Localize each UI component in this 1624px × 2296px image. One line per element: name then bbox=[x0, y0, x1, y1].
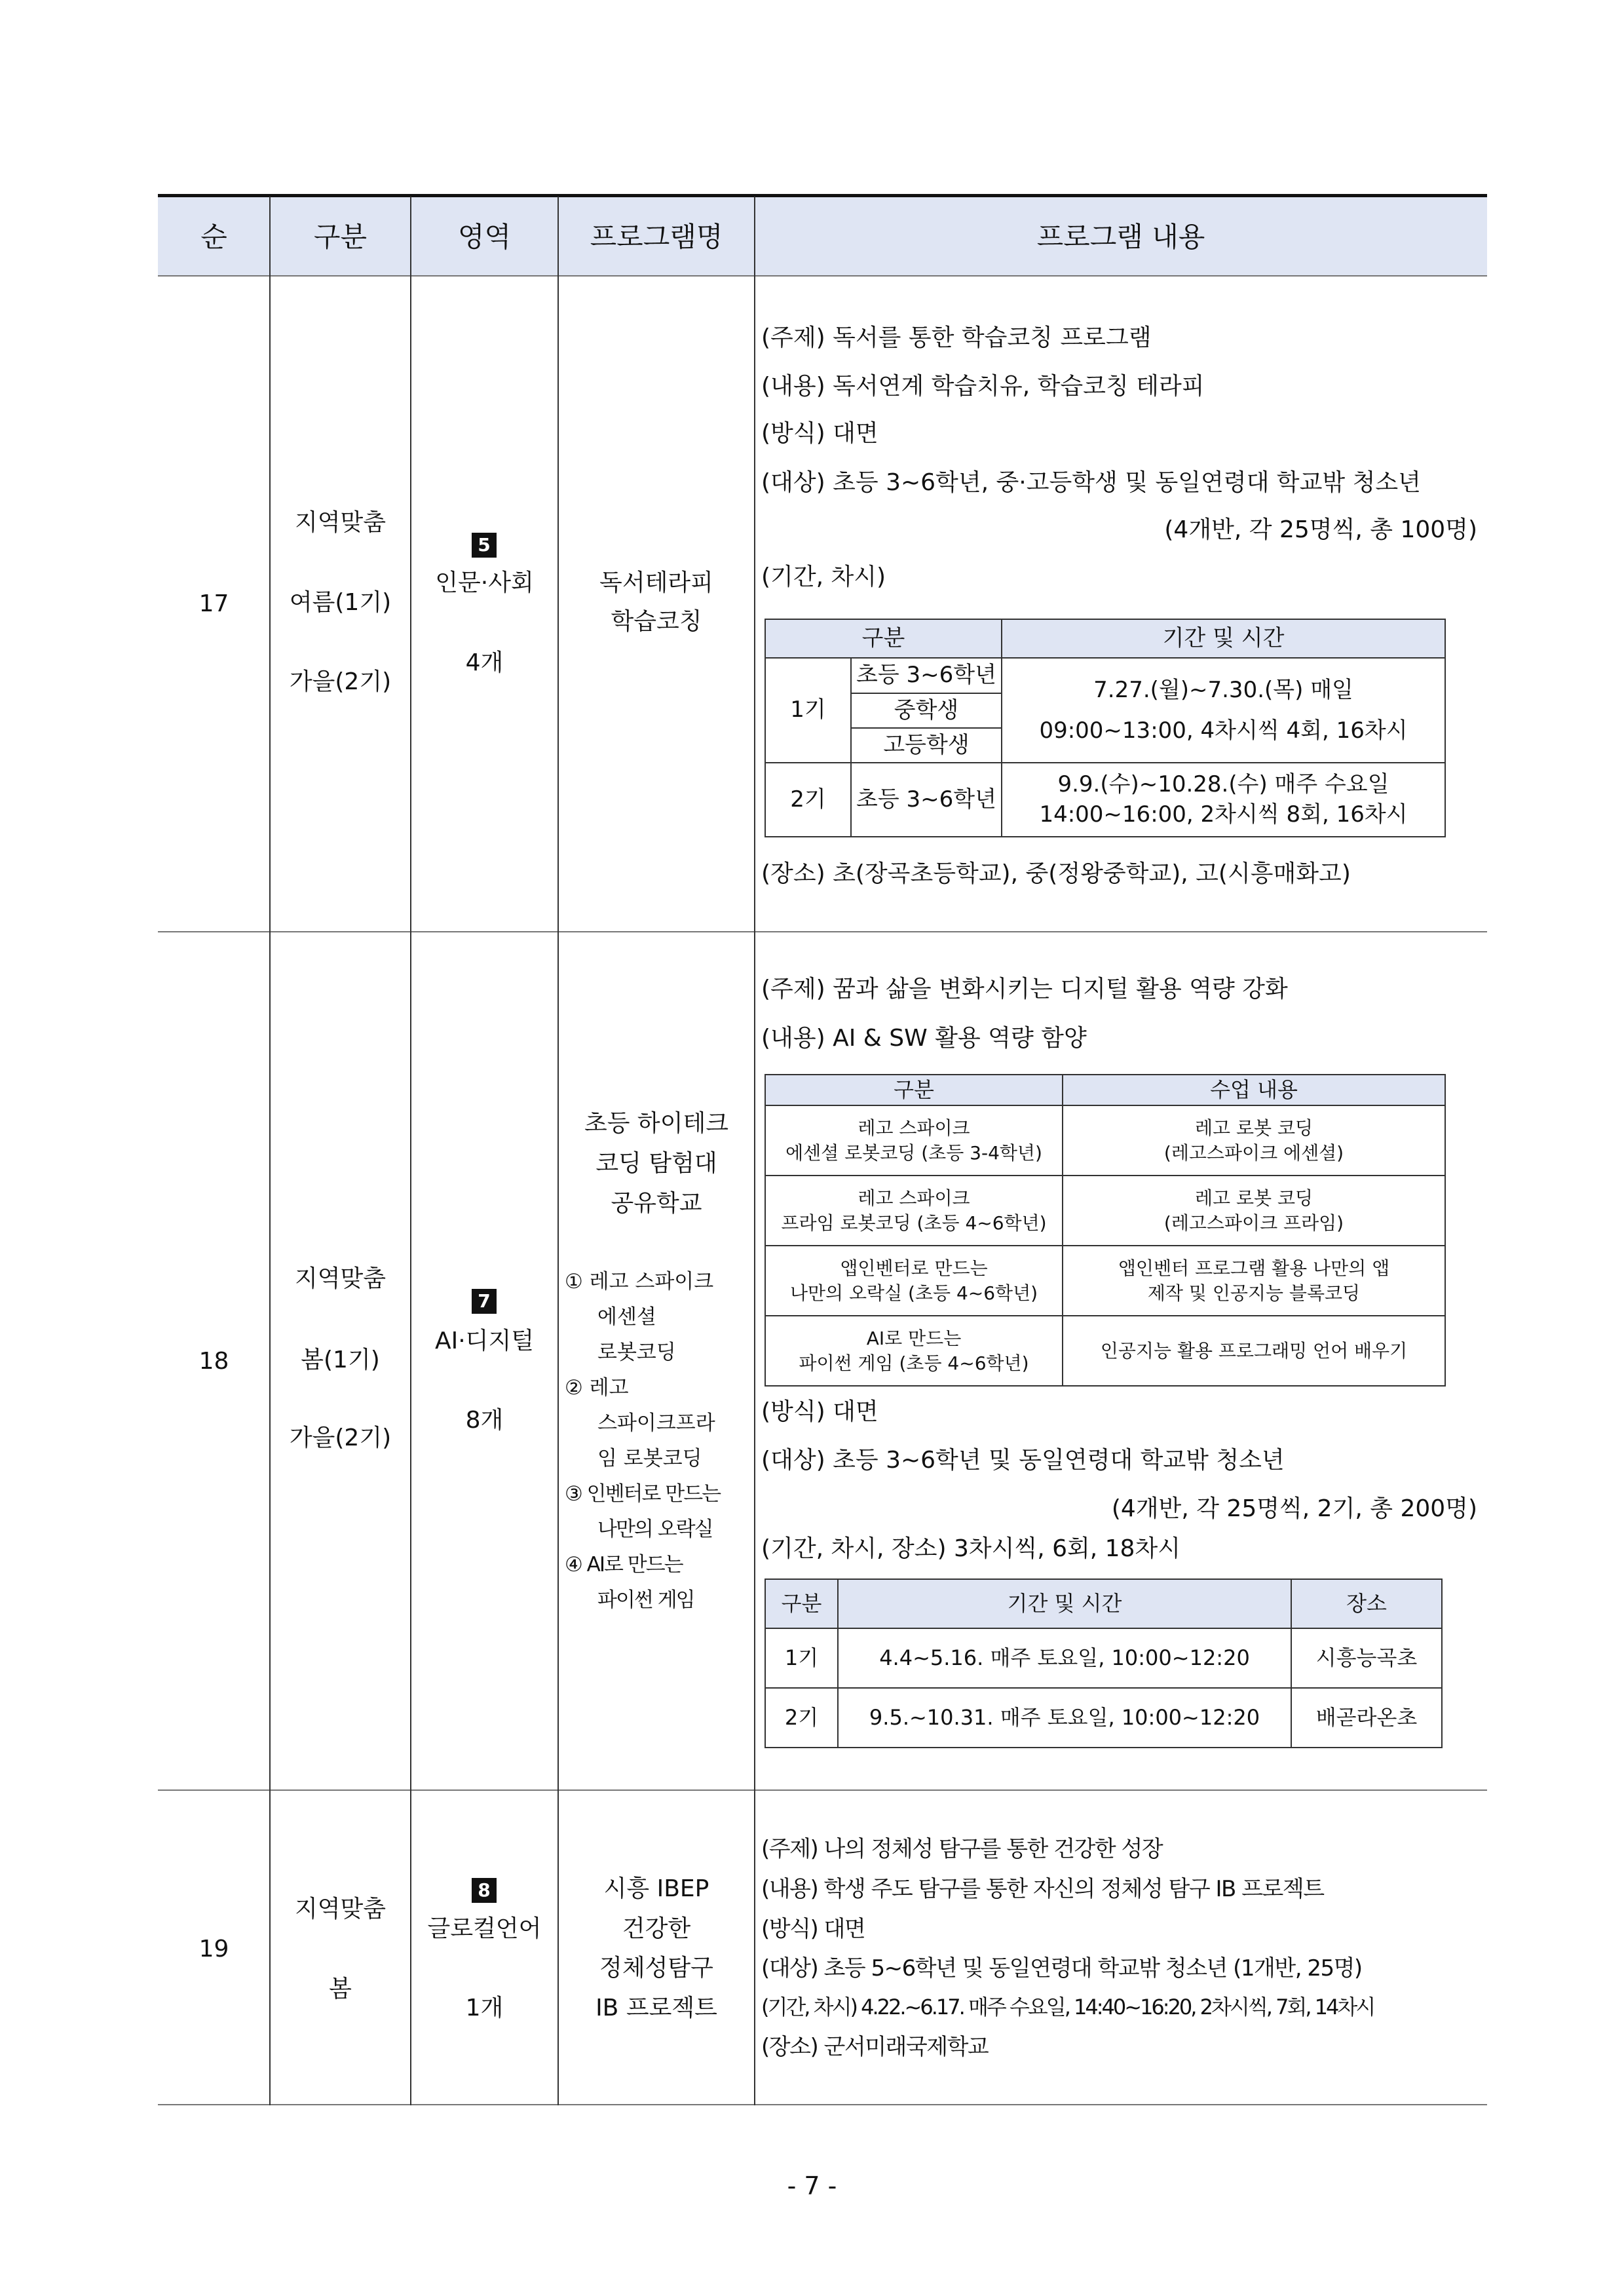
program-name: 초등 하이테크 bbox=[584, 1110, 729, 1137]
row-no: 17 bbox=[198, 590, 229, 617]
schedule-table bbox=[765, 619, 1446, 837]
divider bbox=[158, 1789, 1487, 1791]
area: 글로컬언어 bbox=[427, 1915, 542, 1942]
header-no: 순 bbox=[200, 221, 227, 253]
category: 봄 bbox=[329, 1976, 352, 2002]
program-name: 독서테라피 bbox=[599, 569, 713, 596]
list-item: 나만의 오락실 bbox=[597, 1518, 713, 1541]
cell-line: 제작 및 인공지능 블록코딩 bbox=[1147, 1282, 1361, 1304]
cell-line: 에센셜 로봇코딩 (초등 3-4학년) bbox=[785, 1141, 1042, 1164]
class-content bbox=[1063, 1105, 1445, 1176]
cell-line: (레고스파이크 에센셜) bbox=[1163, 1141, 1344, 1164]
content-topic: (주제) 독서를 통한 학습코칭 프로그램 bbox=[761, 324, 1152, 351]
target-group: 고등학생 bbox=[851, 728, 1002, 763]
cell-line: AI로 만드는 bbox=[866, 1327, 962, 1349]
category: 봄(1기) bbox=[301, 1347, 380, 1373]
th-place: 장소 bbox=[1291, 1579, 1442, 1628]
th-term: 구분 bbox=[765, 1579, 838, 1628]
program-name: 건강한 bbox=[622, 1915, 691, 1942]
th-period: 기간 및 시간 bbox=[1002, 619, 1445, 658]
th-category: 구분 bbox=[765, 1075, 1063, 1105]
program-name: 시흥 IBEP bbox=[603, 1875, 709, 1902]
content-period: (기간, 차시) bbox=[761, 564, 886, 590]
class-content: 인공지능 활용 프로그래밍 언어 배우기 bbox=[1063, 1316, 1445, 1386]
content-method: (방식) 대면 bbox=[761, 420, 878, 447]
time-line: 9.9.(수)~10.28.(수) 매주 수요일 bbox=[1057, 771, 1389, 797]
list-item: ③ 인벤터로 만드는 bbox=[565, 1482, 721, 1506]
program-name: 정체성탐구 bbox=[599, 1955, 713, 1981]
category: 지역맞춤 bbox=[294, 509, 387, 536]
class-name bbox=[765, 1316, 1063, 1386]
time-line: 14:00~16:00, 2차시씩 8회, 16차시 bbox=[1039, 801, 1408, 828]
class-table bbox=[765, 1074, 1446, 1387]
target-group: 초등 3~6학년 bbox=[851, 658, 1002, 693]
list-item: 스파이크프라 bbox=[597, 1411, 715, 1435]
target-group: 중학생 bbox=[851, 693, 1002, 728]
content-detail: (내용) 독서연계 학습치유, 학습코칭 테라피 bbox=[761, 373, 1205, 400]
content-target: (대상) 초등 3~6학년, 중·고등학생 및 동일연령대 학교밖 청소년 bbox=[761, 469, 1421, 496]
period: 9.5.~10.31. 매주 토요일, 10:00~12:20 bbox=[838, 1688, 1291, 1748]
program-name: 공유학교 bbox=[611, 1190, 702, 1217]
term-1: 1기 bbox=[765, 658, 851, 763]
header-program-content: 프로그램 내용 bbox=[1036, 221, 1205, 253]
class-name bbox=[765, 1176, 1063, 1246]
place: 시흥능곡초 bbox=[1291, 1628, 1442, 1688]
list-item: 로봇코딩 bbox=[597, 1341, 676, 1364]
header-area: 영역 bbox=[457, 221, 512, 253]
area-count: 1개 bbox=[465, 1995, 504, 2021]
place: 배곧라온초 bbox=[1291, 1688, 1442, 1748]
area-number-badge: 5 bbox=[472, 533, 497, 558]
category: 여름(1기) bbox=[289, 589, 392, 616]
term-1-time bbox=[1002, 658, 1445, 763]
content-target-count: (4개반, 각 25명씩, 총 100명) bbox=[1164, 516, 1477, 543]
class-content bbox=[1063, 1246, 1445, 1316]
time-line: 09:00~13:00, 4차시씩 4회, 16차시 bbox=[1039, 718, 1408, 744]
th-period: 기간 및 시간 bbox=[838, 1579, 1291, 1628]
cell-line: 앱인벤터로 만드는 bbox=[840, 1257, 988, 1279]
content-detail: (내용) AI & SW 활용 역량 함양 bbox=[761, 1025, 1087, 1052]
schedule-table bbox=[765, 1578, 1443, 1748]
cell-line: 레고 로봇 코딩 bbox=[1194, 1117, 1313, 1139]
area-count: 8개 bbox=[465, 1407, 504, 1434]
class-name bbox=[765, 1246, 1063, 1316]
th-category: 구분 bbox=[765, 619, 1002, 658]
term: 1기 bbox=[765, 1628, 838, 1688]
area-count: 4개 bbox=[465, 649, 504, 676]
category: 가을(2기) bbox=[289, 668, 392, 695]
program-name: 코딩 탐험대 bbox=[595, 1150, 717, 1177]
row-no: 19 bbox=[198, 1936, 229, 1962]
th-class-content: 수업 내용 bbox=[1063, 1075, 1445, 1105]
content-target: (대상) 초등 5~6학년 및 동일연령대 학교밖 청소년 (1개반, 25명) bbox=[761, 1955, 1362, 1981]
list-item: 파이썬 게임 bbox=[597, 1588, 694, 1612]
content-topic: (주제) 꿈과 삶을 변화시키는 디지털 활용 역량 강화 bbox=[761, 976, 1288, 1003]
list-item: ② 레고 bbox=[565, 1376, 629, 1400]
top-border bbox=[158, 194, 1487, 197]
divider bbox=[410, 197, 411, 2105]
program-name: 학습코칭 bbox=[611, 608, 702, 635]
area-number-badge: 7 bbox=[472, 1289, 497, 1314]
content-detail: (내용) 학생 주도 탐구를 통한 자신의 정체성 탐구 IB 프로젝트 bbox=[761, 1876, 1324, 1902]
content-method: (방식) 대면 bbox=[761, 1916, 865, 1942]
divider bbox=[158, 2104, 1487, 2105]
program-list bbox=[565, 1264, 720, 1618]
area: AI·디지털 bbox=[434, 1328, 534, 1354]
list-item: 임 로봇코딩 bbox=[597, 1447, 702, 1470]
content-place: (장소) 초(장곡초등학교), 중(정왕중학교), 고(시흥매화고) bbox=[761, 860, 1351, 887]
target-group: 초등 3~6학년 bbox=[851, 763, 1002, 837]
class-content bbox=[1063, 1176, 1445, 1246]
class-name bbox=[765, 1105, 1063, 1176]
term-2-time bbox=[1002, 763, 1445, 837]
header-category: 구분 bbox=[313, 221, 368, 253]
content-method: (방식) 대면 bbox=[761, 1398, 878, 1425]
cell-line: 앱인벤터 프로그램 활용 나만의 앱 bbox=[1118, 1257, 1390, 1279]
cell-line: 나만의 오락실 (초등 4~6학년) bbox=[789, 1282, 1038, 1304]
term: 2기 bbox=[765, 1688, 838, 1748]
cell-line: 레고 스파이크 bbox=[858, 1117, 970, 1139]
term-2: 2기 bbox=[765, 763, 851, 837]
row-no: 18 bbox=[198, 1348, 229, 1375]
content-target-count: (4개반, 각 25명씩, 2기, 총 200명) bbox=[1111, 1495, 1477, 1522]
list-item: ① 레고 스파이크 bbox=[565, 1270, 714, 1293]
divider bbox=[158, 931, 1487, 932]
page-number: - 7 - bbox=[787, 2172, 837, 2200]
content-target: (대상) 초등 3~6학년 및 동일연령대 학교밖 청소년 bbox=[761, 1447, 1285, 1474]
time-line: 7.27.(월)~7.30.(목) 매일 bbox=[1093, 677, 1353, 703]
program-name: IB 프로젝트 bbox=[595, 1995, 717, 2021]
content-period: (기간, 차시, 장소) 3차시씩, 6회, 18차시 bbox=[761, 1535, 1181, 1562]
header-program-name: 프로그램명 bbox=[590, 221, 723, 253]
content-topic: (주제) 나의 정체성 탐구를 통한 건강한 성장 bbox=[761, 1836, 1163, 1862]
divider bbox=[158, 275, 1487, 277]
cell-line: 레고 로봇 코딩 bbox=[1194, 1187, 1313, 1209]
period: 4.4~5.16. 매주 토요일, 10:00~12:20 bbox=[838, 1628, 1291, 1688]
cell-line: (레고스파이크 프라임) bbox=[1163, 1212, 1344, 1234]
area: 인문·사회 bbox=[435, 569, 534, 596]
list-item: ④ AI로 만드는 bbox=[565, 1553, 683, 1577]
cell-line: 프라임 로봇코딩 (초등 4~6학년) bbox=[781, 1212, 1047, 1234]
list-item: 에센셜 bbox=[597, 1305, 656, 1329]
cell-line: 파이썬 게임 (초등 4~6학년) bbox=[799, 1352, 1029, 1374]
category: 지역맞춤 bbox=[294, 1896, 387, 1923]
category: 지역맞춤 bbox=[294, 1265, 387, 1292]
divider bbox=[269, 197, 271, 2105]
cell-line: 레고 스파이크 bbox=[858, 1187, 970, 1209]
content-place: (장소) 군서미래국제학교 bbox=[761, 2034, 989, 2060]
category: 가을(2기) bbox=[289, 1425, 392, 1451]
content-period: (기간, 차시) 4.22.~6.17. 매주 수요일, 14:40~16:20, 2차시씩, 7회, 14차시 bbox=[761, 1995, 1374, 2019]
area-number-badge: 8 bbox=[472, 1878, 497, 1903]
